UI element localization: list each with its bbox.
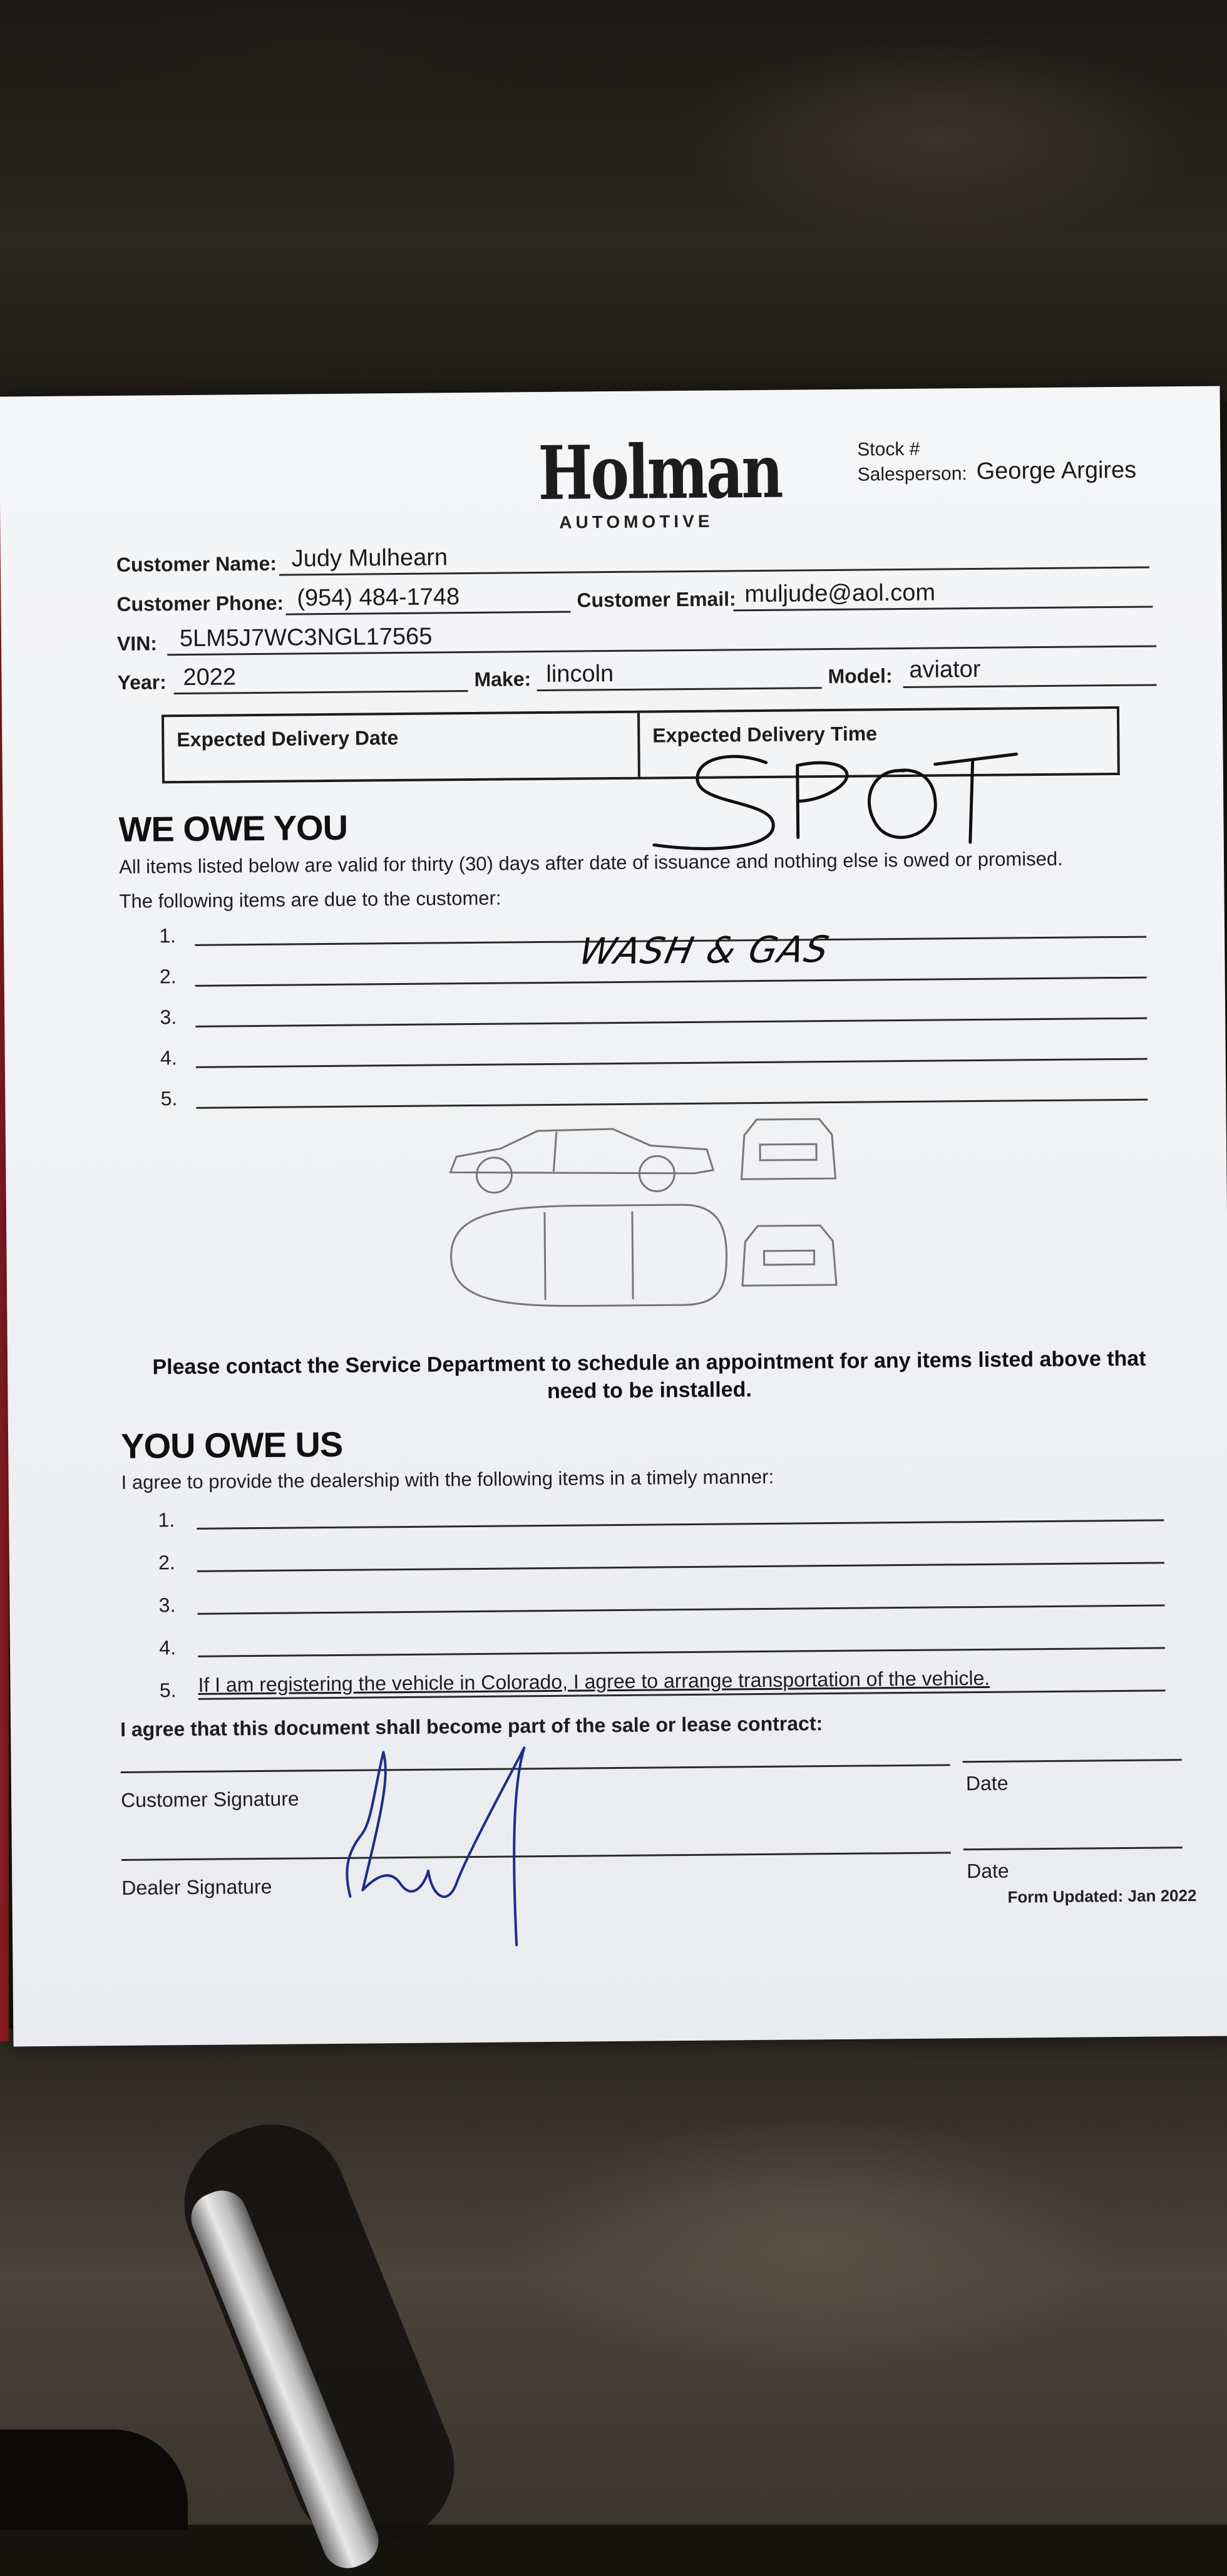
we-owe-item-number: 4. <box>160 1046 177 1069</box>
customer-name-label: Customer Name: <box>116 552 277 576</box>
we-owe-item-2-handwritten: WASH & GAS <box>575 927 834 973</box>
expected-delivery-date-label: Expected Delivery Date <box>177 726 399 751</box>
year-value: 2022 <box>183 664 237 691</box>
customer-name-field[interactable] <box>279 537 1149 576</box>
we-owe-form <box>0 386 1227 2047</box>
expected-delivery-date-cell[interactable] <box>164 713 640 781</box>
vin-field[interactable] <box>167 616 1156 656</box>
you-owe-item-4-line[interactable] <box>198 1624 1165 1657</box>
year-field[interactable] <box>173 661 468 694</box>
dealer-logo: Holman <box>538 427 782 517</box>
year-label: Year: <box>117 671 167 694</box>
agreement-statement: I agree that this document shall become part of the sale or lease contract: <box>120 1712 823 1741</box>
customer-signature-label: Customer Signature <box>120 1787 299 1811</box>
customer-signature-mark <box>324 1738 551 1953</box>
we-owe-item-3-line[interactable] <box>195 994 1147 1028</box>
you-owe-item-5-text: If I am registering the vehicle in Colorado, I agree to arrange transportation of the vehicle. <box>198 1666 990 1696</box>
customer-phone-field[interactable] <box>285 582 570 616</box>
salesperson-label: Salesperson: <box>857 463 967 485</box>
customer-name-value: Judy Mulhearn <box>291 544 448 572</box>
we-owe-item-number: 5. <box>160 1087 178 1110</box>
model-value: aviator <box>909 656 981 683</box>
you-owe-item-1-line[interactable] <box>197 1496 1164 1529</box>
we-owe-validity-text: All items listed below are valid for thirty (30) days after date of issuance and nothing else is owed or promised. <box>118 847 1063 878</box>
you-owe-item-number: 5. <box>159 1679 177 1702</box>
we-owe-item-4-line[interactable] <box>196 1035 1147 1068</box>
you-owe-intro-text: I agree to provide the dealership with the following items in a timely manner: <box>121 1465 774 1493</box>
customer-email-label: Customer Email: <box>577 587 736 612</box>
we-owe-item-number: 1. <box>159 924 177 947</box>
car-side-view-icon <box>450 1128 714 1193</box>
customer-date-label: Date <box>965 1771 1009 1795</box>
model-field[interactable] <box>903 654 1156 688</box>
customer-phone-value: (954) 484-1748 <box>297 584 460 612</box>
you-owe-item-2-line[interactable] <box>197 1538 1164 1572</box>
we-owe-you-heading: WE OWE YOU <box>118 807 348 849</box>
make-field[interactable] <box>536 657 821 691</box>
vehicle-damage-diagram <box>444 1110 846 1326</box>
salesperson-value: George Argires <box>976 456 1137 485</box>
vin-value: 5LM5J7WC3NGL17565 <box>179 623 433 652</box>
service-department-notice: Please contact the Service Department to schedule an appointment for any items listed above that need to be installed. <box>152 1346 1146 1403</box>
we-owe-item-5-line[interactable] <box>196 1076 1147 1109</box>
you-owe-item-5-line[interactable] <box>198 1666 1165 1699</box>
car-top-view-icon <box>451 1204 727 1307</box>
you-owe-item-number: 3. <box>158 1594 176 1617</box>
dealer-date-label: Date <box>966 1859 1009 1883</box>
car-rear-view-icon <box>742 1225 836 1285</box>
vin-label: VIN: <box>116 632 158 655</box>
dealer-logo-subtitle: AUTOMOTIVE <box>559 511 714 532</box>
make-value: lincoln <box>546 661 614 688</box>
model-label: Model: <box>828 664 893 688</box>
stock-label: Stock # <box>857 438 920 460</box>
dealer-signature-label: Dealer Signature <box>121 1875 272 1899</box>
customer-phone-label: Customer Phone: <box>116 591 284 616</box>
you-owe-item-number: 2. <box>158 1551 175 1574</box>
dealer-date-line[interactable] <box>963 1823 1183 1850</box>
form-updated-text: Form Updated: Jan 2022 <box>1007 1885 1197 1907</box>
handwritten-spot <box>640 741 1030 857</box>
background-top <box>0 0 1227 401</box>
we-owe-item-number: 2. <box>159 965 177 988</box>
background-floor <box>0 2029 1227 2525</box>
make-label: Make: <box>474 667 531 691</box>
we-owe-item-number: 3. <box>160 1006 177 1029</box>
you-owe-item-number: 4. <box>159 1636 177 1659</box>
you-owe-item-3-line[interactable] <box>197 1581 1164 1614</box>
you-owe-us-heading: YOU OWE US <box>120 1424 343 1466</box>
we-owe-due-text: The following items are due to the customer: <box>119 887 501 912</box>
car-front-view-icon <box>741 1119 836 1179</box>
customer-email-value: muljude@aol.com <box>744 579 936 608</box>
expected-delivery-time-label: Expected Delivery Time <box>652 722 878 747</box>
you-owe-item-number: 1. <box>158 1508 175 1532</box>
customer-email-field[interactable] <box>733 576 1153 611</box>
customer-date-line[interactable] <box>962 1736 1181 1763</box>
